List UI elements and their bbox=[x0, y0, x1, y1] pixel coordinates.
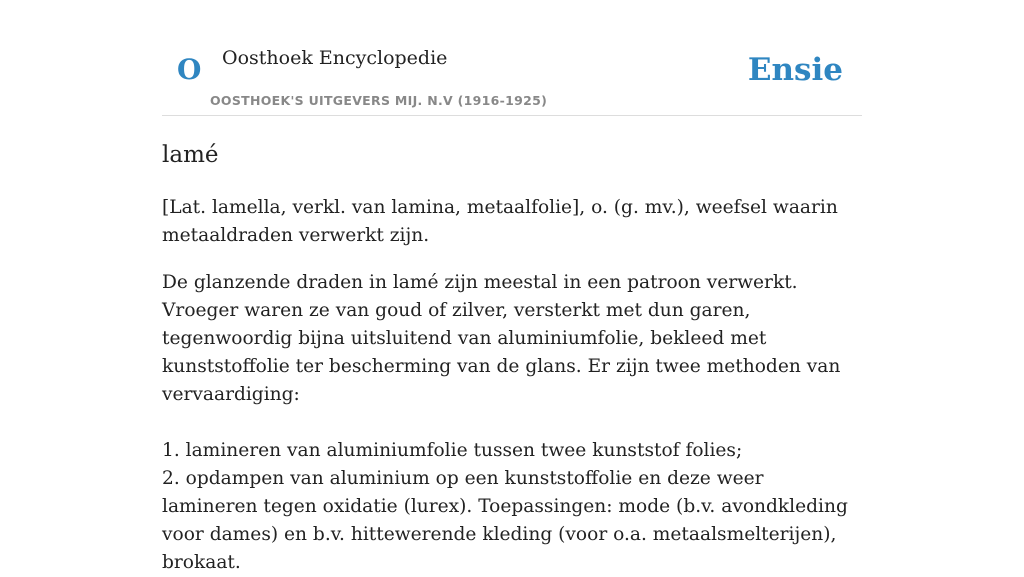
page bbox=[162, 0, 862, 573]
article-list bbox=[162, 437, 862, 577]
list-item: 2. opdampen van aluminium op een kunststoffolie en deze weer lamineren tegen oxidatie (lurex). Toepassingen: mode (b.v. avondkleding voor dames) en b.v. hittewerende kleding (voor o.a. metaalsmelterijen), brokaat. bbox=[162, 468, 848, 573]
site-logo[interactable]: O bbox=[177, 53, 202, 86]
list-item: 1. lamineren van aluminiumfolie tussen twee kunststof folies; bbox=[162, 440, 743, 461]
brand-logo[interactable]: Ensie bbox=[747, 52, 843, 88]
site-title[interactable]: Oosthoek Encyclopedie bbox=[222, 47, 448, 69]
site-header bbox=[162, 0, 862, 116]
article-paragraph: [Lat. lamella, verkl. van lamina, metaalfolie], o. (g. mv.), weefsel waarin metaaldraden verwerkt zijn. bbox=[162, 197, 838, 246]
publisher-label: OOSTHOEK'S UITGEVERS MIJ. N.V (1916-1925) bbox=[210, 93, 548, 108]
article-paragraph: De glanzende draden in lamé zijn meestal in een patroon verwerkt. Vroeger waren ze van goud of zilver, versterkt met dun garen, tegenwoordig bijna uitsluitend van aluminiumfolie, bekleed met kunststoffolie ter bescherming van de glans. Er zijn twee methoden van vervaardiging: bbox=[162, 272, 841, 405]
article-body bbox=[162, 140, 862, 577]
article-title: lamé bbox=[162, 142, 219, 168]
